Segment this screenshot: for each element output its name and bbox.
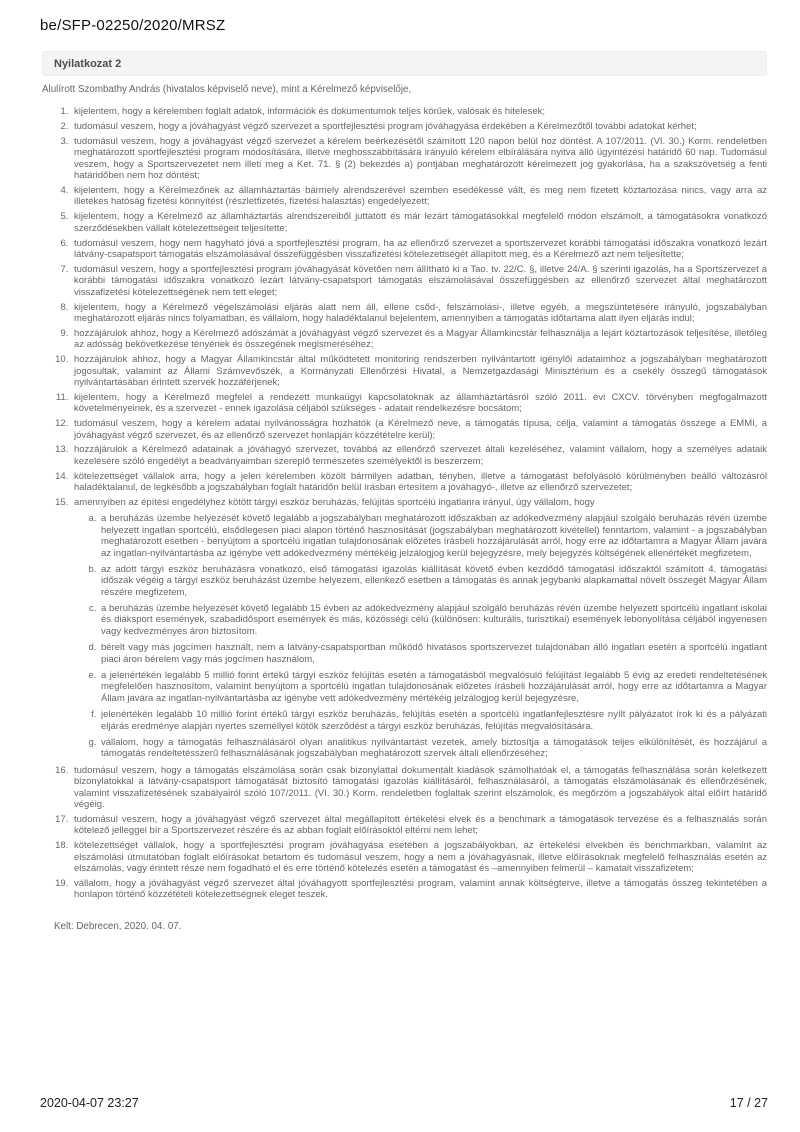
declaration-body [40,84,767,932]
list-item: 3. tudomásul veszem, hogy a jóváhagyást végző szervezet a kérelem beérkezésétől számított 120 napon belül hoz döntést. A 107/2011. (VI. 30.) Korm. rendeletben meghatározott sportfejlesztési program módosítására, illetve meghosszabbítására irányuló kérelem elbírálására nyitva álló ügyintézési határidő 60 nap. Tudomásul veszem, hogy a Sportszervezetet nem illeti meg a Ket. 71. § (2) bekezdés a) pontjában meghatározott kérelmezett jog gyakorlása, ha a szakszövetség a fenti határidőben nem hoz döntést; [71,136,767,182]
intro-line: Alulírott Szombathy András (hivatalos képviselő neve), mint a Kérelmező képviselője, [42,84,412,95]
list-item: 18. kötelezettséget vállalok, hogy a sportfejlesztési program jóváhagyása esetében a jogszabályokban, az értékelési elvekben és benchmarkban, valamint az elszámolási útmutatóban foglalt előírásokat betartom és tudomásul veszem, hogy a nem a jóváhagyásnak, illetve előírásoknak megfelelő felhasználás esetén az elszámolás, vagy érintett része nem fogadható el és erre történő kötelezés esetén a támogatást és –amennyiben felmerül – kamatait visszafizetem; [71,840,767,874]
sub-list-item: d. bérelt vagy más jogcímen használt, nem a látvány-csapatsportban működő hivatásos sportszervezet tulajdonában álló ingatlan esetén a sportcélú ingatlant piaci áron bérelem vagy más jogcímen használom, [99,642,767,665]
sub-list-item: a. a beruházás üzembe helyezését követő legalább a jogszabályban meghatározott időszakban az adókedvezmény alapjául szolgáló beruházás révén üzembe helyezett ingatlan sportcélú, elsődlegesen piaci alapon történő hasznosítását (jogszabályban meghatározott kivétellel) fenntartom, valamint - a jogszabályban meghatározott esetben - benyújtom a sportcélú ingatlan tulajdonosának előzetes írásbeli hozzájárulását arról, hogy erre az időtartamra a Magyar Állam javára az ingatlan-nyilvántartásba az igénybe vett adókedvezmény mértékéig jelzálogjog kerül bejegyzésre, mely bejegyzés költségének ellenértékét megfizetem, [99,513,767,559]
list-item: 11. kijelentem, hogy a Kérelmező megfelel a rendezett munkaügyi kapcsolatoknak az államháztartásról szóló 2011. évi CXCV. törvényben megfogalmazott követelményeinek, és a szervezet - ennek igazolása céljából szükséges - adatait rendelkezésre bocsátom; [71,392,767,415]
list-item: 14. kötelezettséget vállalok arra, hogy a jelen kérelemben közölt bármilyen adatban, tényben, illetve a támogatást befolyásoló körülményben beálló változásról haladéktalanul, de legkésőbb a jogszabályban foglalt határidőn belül írásban értesítem a jóváhagyó-, illetve az ellenőrző szervezetet; [71,471,767,494]
sub-list-item: f. jelenértékén legalább 10 millió forint értékű tárgyi eszköz beruházás, felújítás esetén a sportcélú ingatlanfejlesztésre nyílt pályázatot írok ki és a pályázati eljárás eredménye alapján nyertes személlyel kötök szerződést a tárgyi eszköz beruházás, felújítás megvalósítására. [99,709,767,732]
list-item: 16. tudomásul veszem, hogy a támogatás elszámolása során csak bizonylattal dokumentált kiadások számolhatóak el, a támogatás felhasználása során keletkezett bizonylatokkal a látvány-csapatsport támogatását biztosító támogatási igazolás kiállításáról, felhasználásáról, a támogatás elszámolásának és ellenőrzésének, valamint visszafizetésének szabályairól szóló 107/2011. (VI. 30.) Korm. rendeletben foglaltak szerint elszámolok, és megőrzöm a jogszabályok által előírt határidő végéig. [71,765,767,811]
list-item-text: amennyiben az építési engedélyhez kötött tárgyi eszköz beruházás, felújítás sportcélú ingatlanra irányul, úgy vállalom, hogy [74,496,595,508]
sub-list-item: e. a jelenértékén legalább 5 millió forint értékű tárgyi eszköz felújítás esetén a támogatásból megvalósuló felújítást legalább 5 évig az eredeti rendeltetésének megfelelően hasznosítom, valamint benyújtom a sportcélú ingatlan tulajdonosának előzetes írásbeli hozzájárulását arról, hogy erre az időtartamra a Magyar Állam javára az ingatlan-nyilvántartásba az igénybe vett adókedvezmény mértékéig jelzálogjog kerül bejegyzésre, [99,670,767,704]
sub-list [74,513,767,759]
sub-list-item: b. az adott tárgyi eszköz beruházásra vonatkozó, első támogatási igazolás kiállítását követő évben kezdődő támogatási időszaktól számított 4. támogatási időszak végéig a tárgyi eszköz beruházást üzembe helyezem, ellenkező esetben a támogatás és annak jegybanki alapkamattal növelt összegét Magyar Állam részére megfizetem, [99,564,767,598]
list-item: 10. hozzájárulok ahhoz, hogy a Magyar Államkincstár által működtetett monitoring rendszerben nyilvántartott igénylői adataimhoz a jogszabályban meghatározott jogosultak, valamint az Állami Számvevőszék, a Kormányzati Ellenőrzési Hivatal, a Nemzetgazdasági Minisztérium és a csekély összegű támogatások nyilvántartásában érintett szervek hozzáférjenek; [71,354,767,388]
list-item: 8. kijelentem, hogy a Kérelmező végelszámolási eljárás alatt nem áll, ellene csőd-, felszámolási-, illetve egyéb, a megszüntetésére irányuló, jogszabályban meghatározott eljárás nincs folyamatban, és vállalom, hogy haladéktalanul bejelentem, amennyiben a támogatás időtartama alatt ilyen eljárás indul; [71,302,767,325]
list-item: 7. tudomásul veszem, hogy a sportfejlesztési program jóváhagyását követően nem állítható ki a Tao. tv. 22/C. §, illetve 24/A. § szerinti igazolás, ha a Sportszervezet a korábbi támogatási időszakra vonatkozó lezárt látvány-csapatsport támogatás elszámolásával összefüggésben az ellenőrző szervezet által meghatározott visszafizetési kötelezettségének nem tett eleget; [71,264,767,298]
list-item: 12. tudomásul veszem, hogy a kérelem adatai nyilvánosságra hozhatók (a Kérelmező neve, a támogatás típusa, célja, valamint a támogatás összege a EMMI, a jóváhagyást végző szervezet, és az ellenőrző szervezet honlapján közzétételre kerül); [71,418,767,441]
footer-page-indicator: 17 / 27 [729,1096,768,1110]
list-item: 9. hozzájárulok ahhoz, hogy a Kérelmező adószámát a jóváhagyást végző szervezet és a Magyar Államkincstár felhasználja a lejárt köztartozások teljesítése, illetőleg az adósság bekövetkezése tényének és összegének megismeréséhez; [71,328,767,351]
list-item: 2. tudomásul veszem, hogy a jóváhagyást végző szervezet a sportfejlesztési program jóváhagyása érdekében a Kérelmezőtől további adatokat kérhet; [71,121,767,132]
list-item: 5. kijelentem, hogy a Kérelmező az államháztartás alrendszereiből juttatott és már lezárt támogatásokkal megfelelő módon elszámolt, a támogatásokra vonatkozó szerződésekben vállalt kötelezettségeit teljesítette; [71,211,767,234]
page-footer [40,1096,768,1110]
sub-list-item: g. vállalom, hogy a támogatás felhasználásáról olyan analitikus nyilvántartást vezetek, amely biztosítja a támogatások teljes elkülönítését, és hozzájárul a támogatás rendeltetésszerű felhasználásának jogszabályban meghatározott szervek általi ellenőrzéséhez; [99,737,767,760]
list-item: 19. vállalom, hogy a jóváhagyást végző szervezet által jóváhagyott sportfejlesztési program, valamint annak költségterve, illetve a támogatás összeg tekintetében a honlapon történő közzétételi kötelezettségnek eleget teszek. [71,878,767,901]
document-id: be/SFP-02250/2020/MRSZ [40,17,226,34]
section-header [42,51,767,76]
section-title: Nyilatkozat 2 [54,58,122,70]
sub-list-item: c. a beruházás üzembe helyezését követő legalább 15 évben az adókedvezmény alapjául szolgáló beruházás révén üzembe helyezett sportcélú ingatlant iskolai és diáksport események, szabadidősport események és más, közösségi célú (különösen: kulturális, turisztikai) események lebonyolítása céljából ingyenesen vagy kedvezményes áron biztosítom. [99,603,767,637]
date-line: Kelt: Debrecen, 2020. 04. 07. [54,920,182,932]
declaration-list [40,106,767,900]
list-item [71,497,767,760]
list-item: 17. tudomásul veszem, hogy a jóváhagyást végző szervezet által megállapított értékelési elvek és a benchmark a támogatások tervezése és a felhasználás során kötelező jelleggel bír a Sportszervezet részére és az abban foglalt előírásoktól eltérni nem lehet; [71,814,767,837]
list-item: 1. kijelentem, hogy a kérelemben foglalt adatok, információk és dokumentumok teljes körűek, valósak és hitelesek; [71,106,767,117]
list-item: 13. hozzájárulok a Kérelmező adatainak a jóváhagyó szervezet, továbbá az ellenőrző szervezet általi kezeléséhez, valamint vállalom, hogy a személyes adataik kezelésére szóló engedélyt a beadványaimban szereplő természetes személyektől is beszerzem; [71,444,767,467]
list-item: 6. tudomásul veszem, hogy nem hagyható jóvá a sportfejlesztési program, ha az ellenőrző szervezet a sportszervezet korábbi támogatási időszakra vonatkozó lezárt látvány-csapatsport támogatás elszámolásával összefüggésben visszafizetési kötelezettségét állapított meg, és a Kérelmező azt nem teljesítette; [71,238,767,261]
list-item: 4. kijelentem, hogy a Kérelmezőnek az államháztartás bármely alrendszerével szemben esedékessé vált, és meg nem fizetett köztartozása nincs, vagy arra az illetékes hatóság fizetési könnyítést (részletfizetés, fizetési halasztás) engedélyezett; [71,185,767,208]
footer-timestamp: 2020-04-07 23:27 [40,1096,139,1110]
